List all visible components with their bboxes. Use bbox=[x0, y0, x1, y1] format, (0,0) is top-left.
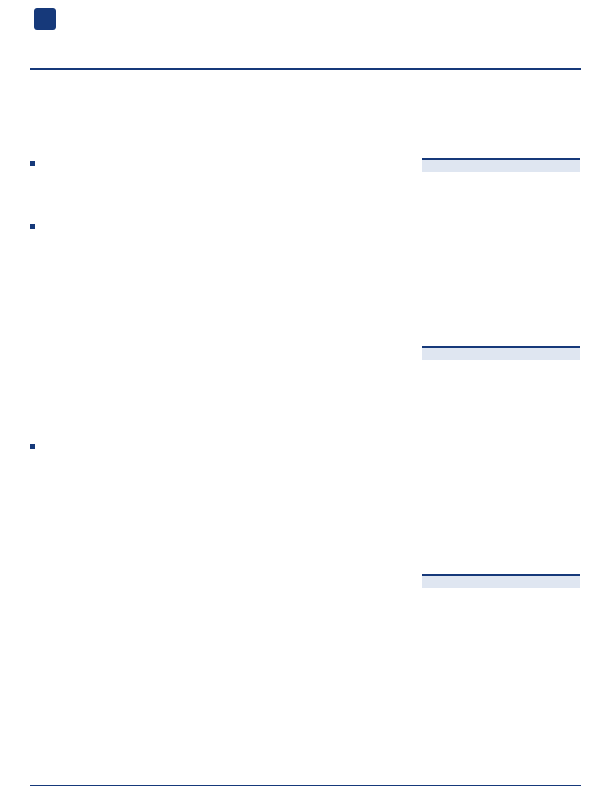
footer-divider bbox=[30, 785, 581, 786]
paragraph-event bbox=[30, 155, 410, 171]
related-header bbox=[422, 574, 580, 588]
paragraph-growth bbox=[30, 218, 410, 234]
trend-header bbox=[422, 346, 580, 360]
paragraph-bonds bbox=[30, 438, 410, 454]
logo-mark bbox=[34, 8, 56, 30]
bullet-square-icon bbox=[30, 161, 35, 166]
header-divider bbox=[30, 68, 581, 70]
stocks-header bbox=[422, 158, 580, 172]
trend-chart bbox=[420, 364, 582, 454]
bullet-square-icon bbox=[30, 224, 35, 229]
bullet-square-icon bbox=[30, 444, 35, 449]
